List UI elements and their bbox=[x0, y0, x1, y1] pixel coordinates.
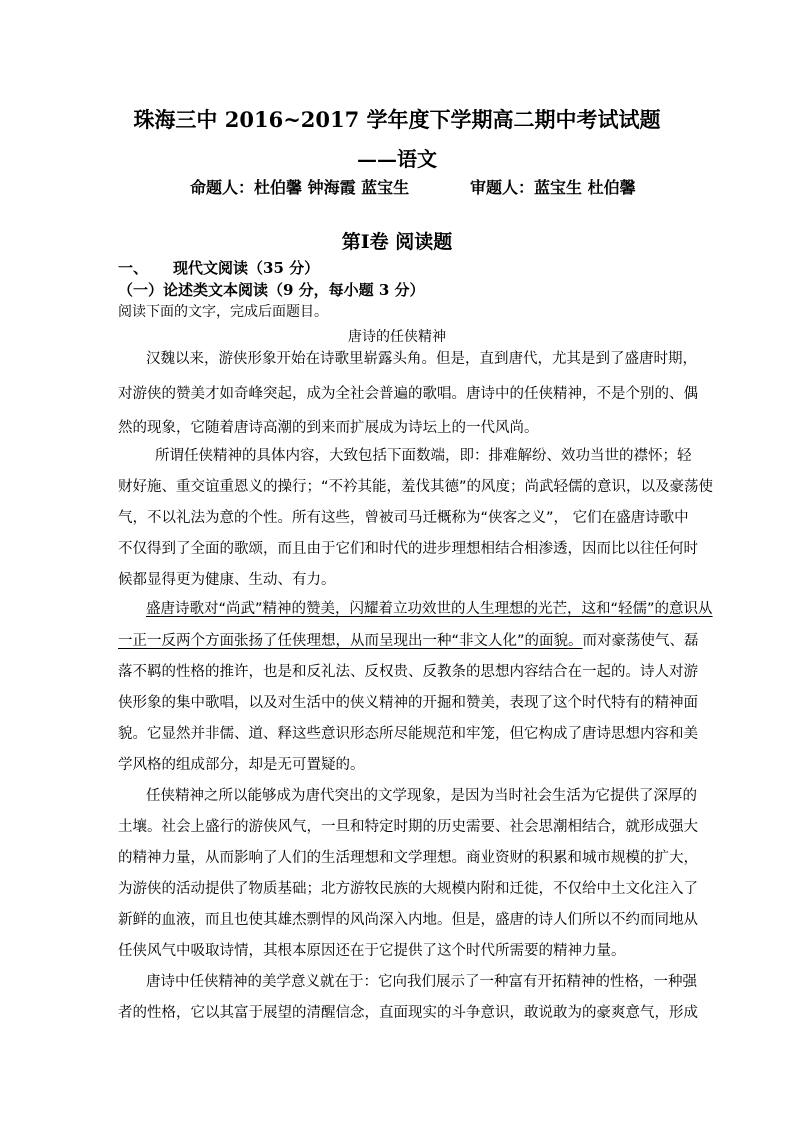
reading-instruction: 阅读下面的文字，完成后面题目。 bbox=[118, 304, 328, 320]
essay-line: 土壤。社会上盛行的游侠风气，一旦和特定时期的历史需要、社会思潮相结合，就形成强大 bbox=[118, 819, 698, 835]
exam-subject: ——语文 bbox=[357, 147, 437, 171]
essay-line: 为游侠的活动提供了物质基础；北方游牧民族的大规模内附和迁徙，不仅给中土文化注入了 bbox=[118, 881, 698, 897]
essay-line: 气，不以礼法为意的个性。所有这些，曾被司马迁概称为“侠客之义”， 它们在盛唐诗歌中 bbox=[118, 510, 689, 526]
question-setters: 命题人：杜伯馨 钟海霞 蓝宝生 bbox=[190, 178, 410, 197]
underlined-text: 一正一反两个方面张扬了任侠理想，从而呈现出一种“非文人化”的面貌。 bbox=[118, 633, 583, 649]
essay-line: 对游侠的赞美才如奇峰突起，成为全社会普遍的歌唱。唐诗中的任侠精神，不是个别的、偶 bbox=[118, 386, 698, 402]
exam-title: 珠海三中 2016~2017 学年度下学期高二期中考试试题 bbox=[133, 107, 661, 132]
essay-line: 者的性格，它以其富于展望的清醒信念，直面现实的斗争意识，敢说敢为的豪爽意气，形成 bbox=[118, 1005, 698, 1021]
essay-line: 任侠风气中吸取诗情，其根本原因还在于它提供了这个时代所需要的精神力量。 bbox=[118, 943, 626, 959]
section-number: 一、 bbox=[118, 259, 149, 277]
essay-line: 学风格的组成部分，却是无可置疑的。 bbox=[118, 757, 365, 773]
subsection-title: （一）论述类文本阅读（9 分，每小题 3 分） bbox=[118, 281, 425, 299]
essay-line: 落不羁的性格的推许，也是和反礼法、反权贵、反教条的思想内容结合在一起的。诗人对游 bbox=[118, 664, 698, 680]
essay-line: 新鲜的血液，而且也使其雄杰剽悍的风尚深入内地。但是，盛唐的诗人们所以不约而同地从 bbox=[118, 912, 698, 928]
essay-line: 唐诗中任侠精神的美学意义就在于：它向我们展示了一种富有开拓精神的性格，一种强 bbox=[146, 974, 697, 990]
essay-line: 貌。它显然并非儒、道、释这些意识形态所尽能规范和牢笼，但它构成了唐诗思想内容和美 bbox=[118, 726, 698, 742]
essay-line: 汉魏以来，游侠形象开始在诗歌里崭露头角。但是，直到唐代，尤其是到了盛唐时期， bbox=[146, 351, 697, 367]
plain-text: 而对豪荡使气、磊 bbox=[582, 633, 699, 649]
section-title: 现代文阅读（35 分） bbox=[173, 259, 320, 277]
essay-line: 的精神力量，从而影响了人们的生活理想和文学理想。商业资财的积累和城市规模的扩大， bbox=[118, 850, 698, 866]
essay-line bbox=[118, 630, 699, 652]
essay-line: 然的现象，它随着唐诗高潮的到来而扩展成为诗坛上的一代风尚。 bbox=[118, 420, 539, 436]
essay-line: 不仅得到了全面的歌颂，而且由于它们和时代的进步理想相结合相渗透，因而比以往任何时 bbox=[118, 541, 698, 557]
essay-line: 任侠精神之所以能够成为唐代突出的文学现象，是因为当时社会生活为它提供了深厚的 bbox=[146, 788, 697, 804]
reviewers: 审题人：蓝宝生 杜伯馨 bbox=[470, 178, 636, 197]
essay-line: 侠形象的集中歌唱，以及对生活中的侠义精神的开掘和赞美，表现了这个时代特有的精神面 bbox=[118, 695, 698, 711]
volume-title: 第Ⅰ卷 阅读题 bbox=[341, 231, 453, 253]
essay-line: 财好施、重交谊重恩义的操行；“不衿其能，羞伐其德”的风度；尚武轻儒的意识，以及豪荡使 bbox=[118, 479, 714, 495]
essay-title: 唐诗的任侠精神 bbox=[348, 329, 446, 345]
essay-line: 候都显得更为健康、生动、有力。 bbox=[118, 572, 336, 588]
essay-line-underlined: 盛唐诗歌对“尚武”精神的赞美，闪耀着立功效世的人生理想的光芒，这和“轻儒”的意识从 bbox=[146, 601, 713, 617]
essay-line: 所谓任侠精神的具体内容，大致包括下面数端，即：排难解纷、效功当世的襟怀；轻 bbox=[155, 448, 692, 464]
